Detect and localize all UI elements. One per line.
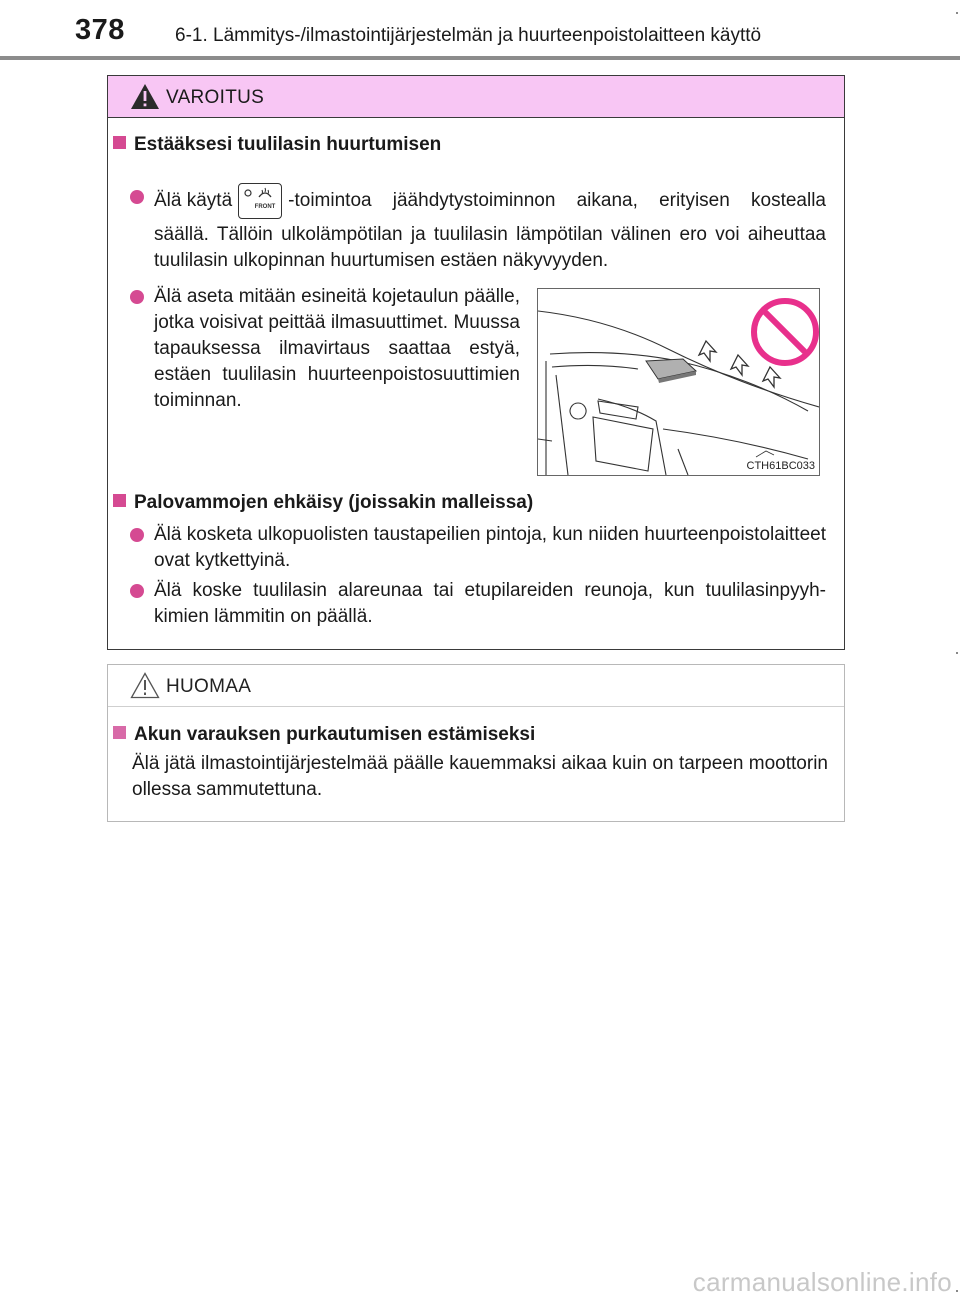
page-header (0, 0, 960, 60)
round-bullet-icon (130, 528, 144, 542)
warning-header (108, 76, 844, 118)
square-bullet-icon (113, 494, 126, 507)
figure-code: CTH61BC033 (746, 460, 815, 472)
watermark: carmanualsonline.info (692, 1267, 952, 1297)
bullet-item (130, 522, 826, 578)
square-bullet-icon (113, 726, 126, 739)
round-bullet-icon (130, 584, 144, 598)
warning-triangle-icon (130, 83, 160, 110)
bullet-text: Älä koske tuulilasin alareunaa tai etupilareiden reunoja, kun tuulilasinpyyhkimien lämmitin on päällä. (154, 580, 826, 627)
margin-mark (956, 12, 958, 14)
warning-box (107, 75, 845, 650)
notice-text: Älä jätä ilmastointijärjestelmää päälle kauemmaksi aikaa kuin on tarpeen moottorin ollessa sammutettuna. (132, 753, 828, 800)
dashboard-vent-illustration (537, 288, 820, 476)
chapter-title: 6-1. Lämmitys-/ilmastointijärjestelmän ja huurteenpoistolaitteen käyttö (175, 25, 762, 46)
bullet-item (130, 184, 826, 274)
page-number: 378 (75, 14, 125, 46)
header-rule (0, 56, 960, 60)
round-bullet-icon (130, 290, 144, 304)
section-heading-burns: Palovammojen ehkäisy (joissakin malleissa) (113, 492, 533, 514)
bullet-text: Älä käytä (154, 190, 233, 211)
section-heading-defog: Estääksesi tuulilasin huurtumisen (113, 134, 441, 156)
caution-triangle-icon (130, 672, 160, 699)
front-defogger-button-icon (238, 183, 282, 219)
notice-box (107, 664, 845, 822)
notice-header (108, 665, 844, 707)
square-bullet-icon (113, 136, 126, 149)
bullet-text: Älä aseta mitään esineitä kojetaulun päälle, jotka voisivat peittää ilmasuuttimet. Muussa tapauksessa ilmavirtaus saattaa estyä, estäen tuulilasin huurteenpoistosuuttimien toiminnan. (154, 286, 520, 411)
section-heading-battery: Akun varauksen purkautumisen estämiseksi (113, 724, 535, 746)
margin-mark (956, 1290, 958, 1292)
notice-title: HUOMAA (166, 676, 252, 697)
svg-text:FRONT: FRONT (254, 204, 276, 210)
bullet-item (130, 578, 826, 634)
bullet-text: säällä. Tällöin ulkolämpötilan ja tuulilasin lämpötilan välinen ero voi aiheuttaa tuulilasin ulkopinnan huurtumisen estäen näkyvyyden. (154, 224, 826, 271)
round-bullet-icon (130, 190, 144, 204)
margin-mark (956, 652, 958, 654)
bullet-text: Älä kosketa ulkopuolisten taustapeilien pintoja, kun niiden huurteenpoistolaitteet ovat kytkettyinä. (154, 524, 826, 571)
bullet-item (130, 284, 520, 424)
bullet-text: -toimintoa jäähdytystoiminnon aikana, erityisen kostealla (288, 190, 826, 211)
warning-title: VAROITUS (166, 87, 265, 108)
